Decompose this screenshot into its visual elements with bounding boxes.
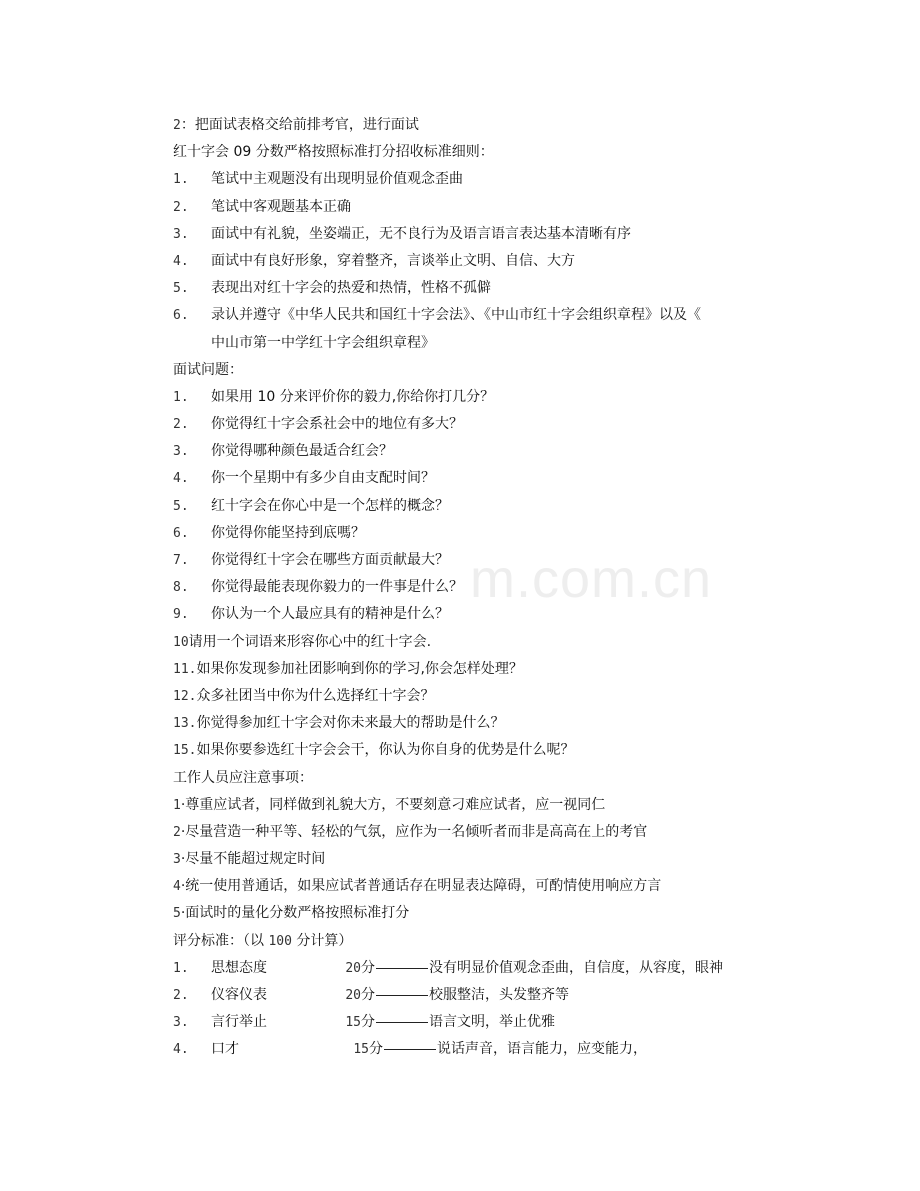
score-dash [384,1049,436,1050]
scoring-total: 100 [268,933,292,949]
score-number: 4. [173,1042,189,1058]
criteria-item [173,166,813,193]
question-text: 你觉得参加红十字会对你未来最大的帮助是什么？ [196,715,505,732]
question-number: 15. [173,743,197,759]
criteria-number: 3. [173,226,189,242]
score-unit: 分 [361,1014,375,1031]
score-points: 15 [345,1015,361,1031]
question-number: 3. [173,444,189,460]
criteria-item [173,194,813,221]
question-number: 8. [173,580,189,596]
question-number: 10 [173,634,189,650]
question-item [173,384,813,411]
rules-title: 红十字会 09 分数严格按照标准打分招收标准细则： [173,144,494,161]
question-number: 1. [173,389,189,405]
score-category: 思想态度 [211,959,267,976]
question-text: 如果你发现参加社团影响到你的学习,你会怎样处理？ [196,660,523,677]
question-text: 如果你要参选红十字会会干，你认为你自身的优势是什么呢？ [196,742,575,759]
question-number: 4. [173,471,189,487]
staff-note-number: 5 [173,906,181,922]
score-number: 2. [173,988,189,1003]
staff-note-text: ·面试时的量化分数严格按照标准打分 [180,905,410,922]
criteria-text: 表现出对红十字会的热爱和热情，性格不孤僻 [211,280,491,297]
question-text: 你觉得红十字会在哪些方面贡献最大？ [211,552,449,568]
score-description: 校服整洁，头发整齐等 [429,987,569,1003]
staff-note-number: 3 [173,852,181,868]
question-text: 你一个星期中有多少自由支配时间？ [211,470,435,487]
criteria-text: 面试中有良好形象，穿着整齐，言谈举止文明、自信、大方 [211,252,575,269]
score-number: 3. [173,1015,189,1031]
score-points: 20 [345,988,361,1003]
question-text: 你觉得最能表现你毅力的一件事是什么？ [211,579,463,596]
score-number: 1. [173,960,189,976]
score-dash [376,995,428,996]
staff-note [173,846,813,873]
score-dash [376,968,428,969]
question-text: 请用一个词语来形容你心中的红十字会. [188,633,432,650]
score-unit: 分 [369,1041,383,1058]
staff-note [173,900,813,927]
criteria-text: 面试中有礼貌，坐姿端正，无不良行为及语言语言表达基本清晰有序 [211,225,631,242]
question-item [173,520,813,547]
score-description: 说话声音，语言能力，应变能力， [437,1041,647,1058]
staff-note-text: ·尽量营造一种平等、轻松的气氛，应作为一名倾听者而非是高高在上的考官 [180,823,648,840]
criteria-number: 6. [173,308,189,324]
criteria-number: 4. [173,253,189,269]
score-points: 20 [345,960,361,976]
scoring-title-prefix: 评分标准：（以 [173,932,269,949]
score-unit: 分 [361,959,375,976]
question-item [173,465,813,492]
question-text: 你认为一个人最应具有的精神是什么？ [211,606,449,623]
score-row [173,1009,813,1036]
score-category: 言行举止 [211,1014,267,1031]
question-text: 红十字会在你心中是一个怎样的概念？ [211,497,449,514]
score-row [173,982,813,1009]
question-item [173,601,813,628]
questions-title: 面试问题： [173,361,243,378]
score-dash [376,1022,428,1023]
intro-step-number: 2 [173,118,181,133]
question-number: 7. [173,553,189,568]
score-unit: 分 [361,987,375,1003]
question-text: 如果用 10 分来评价你的毅力,你给你打几分？ [211,388,495,405]
question-number: 5. [173,498,189,514]
criteria-text-continuation: 中山市第一中学红十字会组织章程》 [211,334,435,351]
score-points: 15 [353,1042,369,1058]
question-number: 13. [173,716,197,732]
criteria-item [173,302,813,329]
question-number: 6. [173,525,189,541]
watermark: m.com.cn [470,549,713,609]
score-description: 语言文明，举止优雅 [429,1014,555,1031]
score-category: 仪容仪表 [211,987,267,1003]
question-text: 你觉得红十字会系社会中的地位有多大？ [211,416,463,433]
question-item [173,656,813,683]
question-item [173,493,813,520]
score-row [173,1036,813,1063]
question-item [173,629,813,656]
scoring-title [173,928,813,955]
question-item [173,574,813,601]
criteria-text: 笔试中客观题基本正确 [211,198,351,215]
question-item [173,737,813,764]
criteria-item [173,248,813,275]
question-item [173,683,813,710]
question-text: 你觉得你能坚持到底嗎？ [211,524,365,541]
criteria-number: 2. [173,199,189,215]
staff-note-number: 4 [173,879,181,895]
criteria-item [173,221,813,248]
staff-note [173,819,813,846]
score-row [173,955,813,982]
staff-note-number: 1 [173,797,181,813]
staff-note-text: ·统一使用普通话，如果应试者普通话存在明显表达障碍，可酌情使用响应方言 [180,878,662,895]
question-item [173,438,813,465]
question-item [173,547,813,574]
criteria-text: 笔试中主观题没有出现明显价值观念歪曲 [211,171,463,188]
criteria-number: 1. [173,172,189,188]
criteria-text: 录认并遵守《中华人民共和国红十字会法》、《中山市红十字会组织章程》以及《 [211,307,701,324]
staff-note [173,873,813,900]
question-number: 12. [173,688,197,704]
staff-note-number: 2 [173,824,181,840]
document-body [173,112,813,1064]
question-number: 9. [173,607,189,623]
scoring-title-suffix: 分计算） [291,932,353,949]
intro-step [173,112,813,139]
staff-note [173,792,813,819]
question-text: 你觉得哪种颜色最适合红会？ [211,443,393,460]
staff-notes-title: 工作人员应注意事项： [173,769,313,786]
staff-note-text: ·尽量不能超过规定时间 [180,851,326,868]
score-category: 口才 [211,1041,239,1058]
criteria-number: 5. [173,281,189,297]
question-item [173,411,813,438]
question-number: 2. [173,417,189,433]
question-item [173,710,813,737]
criteria-item [173,275,813,302]
score-description: 没有明显价值观念歪曲，自信度，从容度，眼神 [429,959,723,976]
intro-step-text: ：把面试表格交给前排考官，进行面试 [180,117,419,133]
staff-note-text: ·尊重应试者，同样做到礼貌大方，不要刻意刁难应试者，应一视同仁 [180,796,606,813]
question-text: 众多社团当中你为什么选择红十字会？ [196,687,435,704]
question-number: 11. [173,661,197,677]
